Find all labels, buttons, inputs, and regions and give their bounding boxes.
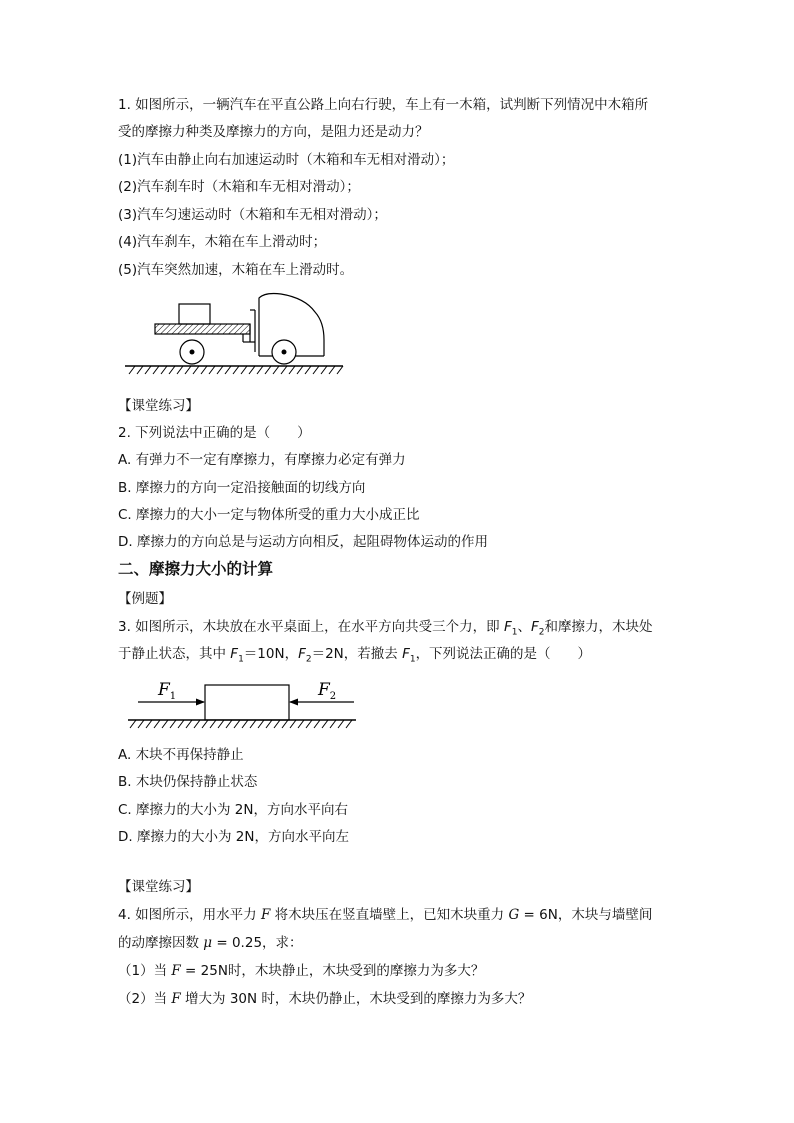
- q1-item-1: (1)汽车由静止向右加速运动时（木箱和车无相对滑动）；: [118, 152, 455, 168]
- q2-option-c: C. 摩擦力的大小一定与物体所受的重力大小成正比: [118, 507, 420, 523]
- truck-diagram: [125, 290, 350, 380]
- truck-bed: [155, 324, 250, 334]
- practice-label-1: 【课堂练习】: [118, 398, 199, 414]
- q4-line2: 的动摩擦因数 μ = 0.25，求：: [118, 935, 303, 951]
- f1-label: $F_1$: [158, 680, 177, 702]
- q1-item-4: (4)汽车刹车，木箱在车上滑动时；: [118, 234, 327, 250]
- q2-question: 2. 下列说法中正确的是（ ）: [118, 425, 311, 441]
- q3-option-b: B. 木块仍保持静止状态: [118, 774, 258, 790]
- wooden-block: [205, 685, 289, 720]
- q2-option-a: A. 有弹力不一定有摩擦力，有摩擦力必定有弹力: [118, 452, 406, 468]
- q1-stem-line2: 受的摩擦力种类及摩擦力的方向，是阻力还是动力？: [118, 124, 429, 140]
- q1-item-3: (3)汽车匀速运动时（木箱和车无相对滑动）；: [118, 207, 387, 223]
- practice-label-2: 【课堂练习】: [118, 879, 199, 895]
- q3-option-d: D. 摩擦力的大小为 2N，方向水平向左: [118, 829, 349, 845]
- q1-item-5: (5)汽车突然加速，木箱在车上滑动时。: [118, 262, 354, 278]
- q3-line2: 于静止状态，其中 $F_1=10N$，$F_2=2N$，若撤去 $F_1$，下列说法正确的是（ ）: [118, 646, 592, 665]
- f2-label: $F_2$: [318, 680, 337, 702]
- q2-option-b: B. 摩擦力的方向一定沿接触面的切线方向: [118, 480, 366, 496]
- q3-option-a: A. 木块不再保持静止: [118, 747, 244, 763]
- q3-option-c: C. 摩擦力的大小为 2N，方向水平向右: [118, 802, 348, 818]
- block-diagram: [128, 676, 360, 731]
- q4-line1: 4. 如图所示，用水平力 F 将木块压在竖直墙壁上，已知木块重力 G = 6N，木块与墙壁间: [118, 907, 653, 923]
- section-2-title: 二、摩擦力大小的计算: [118, 560, 274, 578]
- q4-sub-2: （2）当 F 增大为 30N 时，木块仍静止，木块受到的摩擦力为多大？: [118, 991, 532, 1007]
- q2-option-d: D. 摩擦力的方向总是与运动方向相反，起阻碍物体运动的作用: [118, 534, 488, 550]
- q1-item-2: (2)汽车刹车时（木箱和车无相对滑动）；: [118, 179, 360, 195]
- q4-sub-1: （1）当 F = 25N时，木块静止，木块受到的摩擦力为多大？: [118, 963, 485, 979]
- q3-line1: 3. 如图所示，木块放在水平桌面上，在水平方向共受三个力，即 $F_1$、$F_2$和摩擦力，木块处: [118, 619, 653, 638]
- example-label: 【例题】: [118, 591, 172, 607]
- q1-stem-line1: 1. 如图所示，一辆汽车在平直公路上向右行驶，车上有一木箱，试判断下列情况中木箱所: [118, 97, 649, 113]
- wooden-box: [179, 304, 210, 324]
